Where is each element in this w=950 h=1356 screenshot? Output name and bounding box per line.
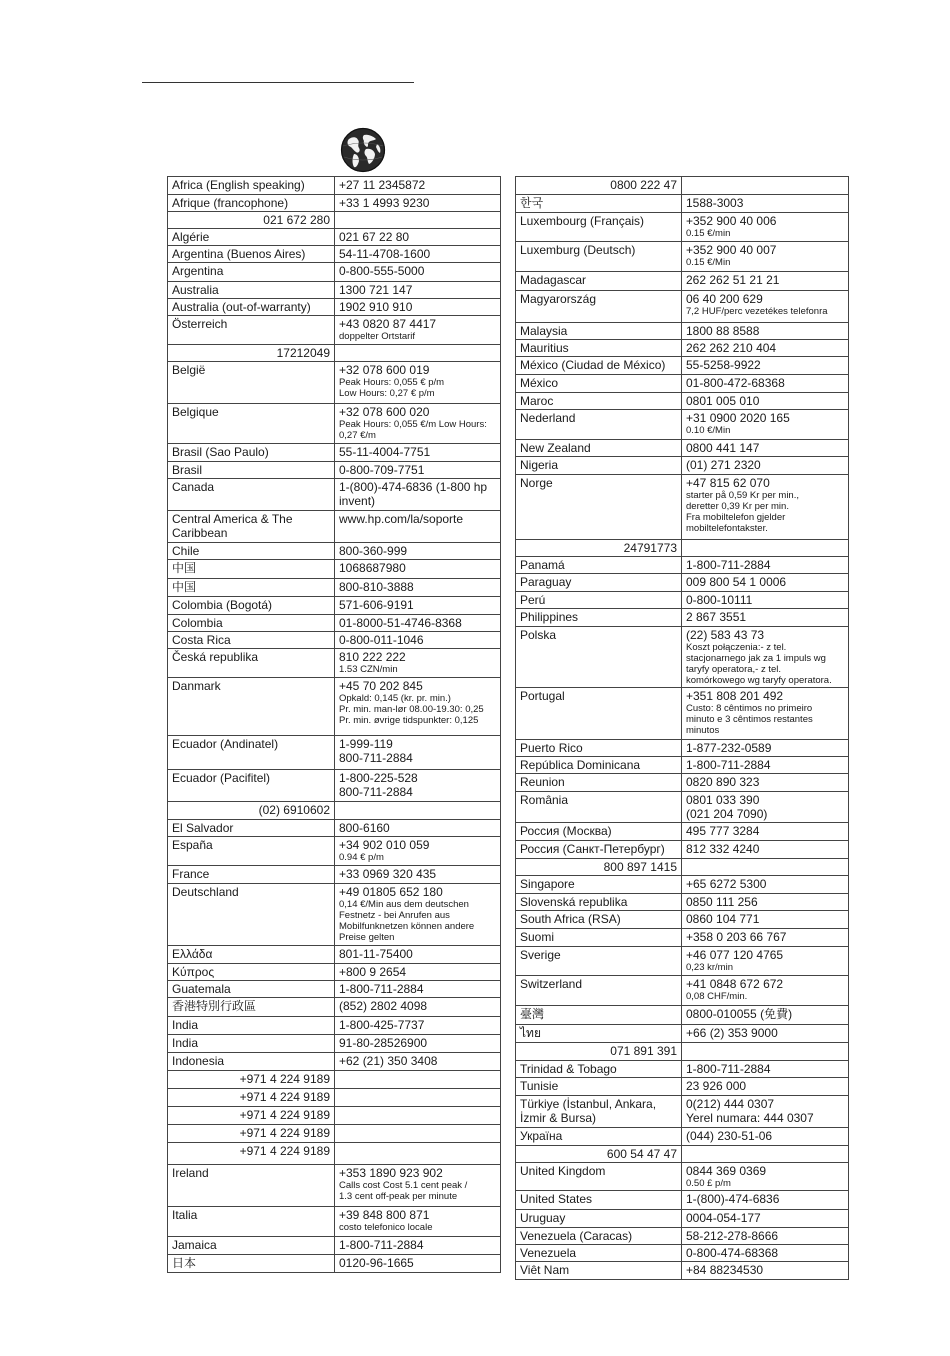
phone-cell: 800-6160 xyxy=(335,820,501,837)
table-row xyxy=(516,177,849,195)
country-cell: Brasil xyxy=(168,462,335,479)
globe-icon xyxy=(340,127,386,173)
country-cell: Ecuador (Pacifitel) xyxy=(168,770,335,802)
table-row xyxy=(168,615,501,632)
phone-cell: +27 11 2345872 xyxy=(335,177,501,195)
phone-cell: 1-800-711-2884 xyxy=(682,1061,849,1078)
phone-cell: 0860 104 771 xyxy=(682,911,849,929)
table-row xyxy=(168,195,501,212)
table-row xyxy=(516,894,849,911)
phone-cell: 262 262 51 21 21 xyxy=(682,272,849,291)
country-cell: Luxemburg (Deutsch) xyxy=(516,242,682,272)
phone-cell: 1-877-232-0589 xyxy=(682,740,849,757)
empty-cell xyxy=(335,1071,501,1089)
country-cell: Polska xyxy=(516,627,682,688)
table-row xyxy=(168,560,501,579)
table-row xyxy=(516,393,849,410)
country-cell: Türkiye (İstanbul, Ankara, İzmir & Bursa) xyxy=(516,1096,682,1128)
country-cell: Viêt Nam xyxy=(516,1262,682,1280)
phone-cell: 1-(800)-474-6836 (1-800 hp invent) xyxy=(335,479,501,511)
table-row xyxy=(168,511,501,543)
table-row xyxy=(516,1146,849,1163)
table-row xyxy=(168,998,501,1017)
phone-cell: 0(212) 444 0307 Yerel numara: 444 0307 xyxy=(682,1096,849,1128)
phone-cell: 0844 369 0369 0.50 £ p/m xyxy=(682,1163,849,1191)
country-cell: Danmark xyxy=(168,678,335,736)
empty-cell xyxy=(682,1043,849,1061)
country-cell: Magyarország xyxy=(516,291,682,323)
table-row xyxy=(168,316,501,345)
country-cell: Uruguay xyxy=(516,1210,682,1228)
phone-cell: (01) 271 2320 xyxy=(682,457,849,475)
phone-cell: +47 815 62 070 starter på 0,59 Kr per min., deretter 0,39 Kr per min. Fra mobiltelefon gjelder mobiltelefontakster. xyxy=(682,475,849,540)
country-cell: Sverige xyxy=(516,947,682,976)
table-row xyxy=(516,823,849,841)
country-cell: Ireland xyxy=(168,1165,335,1207)
phone-cell: 1300 721 147 xyxy=(335,282,501,299)
phone-cell: +351 808 201 492 Custo: 8 cêntimos no primeiro minuto e 3 cêntimos restantes minutos xyxy=(682,688,849,740)
country-cell: Suomi xyxy=(516,929,682,947)
table-row xyxy=(516,1128,849,1146)
table-row xyxy=(516,1006,849,1025)
country-cell: Brasil (Sao Paulo) xyxy=(168,444,335,462)
phone-cell: +39 848 800 871 costo telefonico locale xyxy=(335,1207,501,1237)
table-row xyxy=(516,876,849,894)
country-cell: Ελλάδα xyxy=(168,946,335,964)
country-cell: Tunisie xyxy=(516,1078,682,1096)
empty-cell xyxy=(335,802,501,820)
country-cell: United Kingdom xyxy=(516,1163,682,1191)
country-cell: Κύπρος xyxy=(168,964,335,981)
country-cell: New Zealand xyxy=(516,440,682,457)
table-row xyxy=(168,1035,501,1053)
country-cell: Singapore xyxy=(516,876,682,894)
table-row xyxy=(168,837,501,866)
table-row xyxy=(516,627,849,688)
shared-number-cell: (02) 6910602 xyxy=(168,802,335,820)
table-row xyxy=(168,404,501,444)
phone-cell: 0004-054-177 xyxy=(682,1210,849,1228)
phone-cell: 800-360-999 xyxy=(335,543,501,560)
table-row xyxy=(168,299,501,316)
phone-cell: 021 67 22 80 xyxy=(335,229,501,246)
phone-cell: +32 078 600 020 Peak Hours: 0,055 €/m Low Hours: 0,27 €/m xyxy=(335,404,501,444)
phone-cell: 1-800-225-528 800-711-2884 xyxy=(335,770,501,802)
country-cell: Puerto Rico xyxy=(516,740,682,757)
country-cell: Österreich xyxy=(168,316,335,345)
phone-cell: 0820 890 323 xyxy=(682,774,849,792)
table-row xyxy=(168,1143,501,1165)
country-cell: Panamá xyxy=(516,557,682,574)
table-row xyxy=(168,820,501,837)
phone-cell: 54-11-4708-1600 xyxy=(335,246,501,263)
table-row xyxy=(516,1228,849,1245)
table-row xyxy=(516,859,849,876)
empty-cell xyxy=(335,1107,501,1125)
country-cell: Reunion xyxy=(516,774,682,792)
phone-cell: +43 0820 87 4417 doppelter Ortstarif xyxy=(335,316,501,345)
table-row xyxy=(168,229,501,246)
country-cell: ไทย xyxy=(516,1025,682,1043)
country-cell: United States xyxy=(516,1191,682,1210)
phone-cell: +62 (21) 350 3408 xyxy=(335,1053,501,1071)
table-row xyxy=(516,1163,849,1191)
country-cell: Guatemala xyxy=(168,981,335,998)
phone-cell: 1-800-711-2884 xyxy=(335,1237,501,1255)
country-cell: Nigeria xyxy=(516,457,682,475)
shared-number-cell: +971 4 224 9189 xyxy=(168,1125,335,1143)
phone-cell: 810 222 222 1.53 CZN/min xyxy=(335,649,501,678)
phone-cell: www.hp.com/la/soporte xyxy=(335,511,501,543)
country-cell: 中国 xyxy=(168,560,335,579)
country-cell: India xyxy=(168,1035,335,1053)
empty-cell xyxy=(335,212,501,229)
country-cell: Maroc xyxy=(516,393,682,410)
table-row xyxy=(168,597,501,615)
table-row xyxy=(168,981,501,998)
phone-cell: 262 262 210 404 xyxy=(682,340,849,357)
phone-cell: 1-800-425-7737 xyxy=(335,1017,501,1035)
country-cell: Algérie xyxy=(168,229,335,246)
country-cell: Jamaica xyxy=(168,1237,335,1255)
phone-cell: 0-800-10111 xyxy=(682,592,849,609)
table-row xyxy=(516,375,849,393)
phone-cell: 0-800-474-68368 xyxy=(682,1245,849,1262)
phone-cell: +32 078 600 019 Peak Hours: 0,055 € p/m Low Hours: 0,27 € p/m xyxy=(335,362,501,404)
country-cell: Nederland xyxy=(516,410,682,440)
country-cell: Mauritius xyxy=(516,340,682,357)
country-cell: España xyxy=(168,837,335,866)
country-cell: Colombia xyxy=(168,615,335,632)
phone-cell: +358 0 203 66 767 xyxy=(682,929,849,947)
table-row xyxy=(516,1078,849,1096)
phone-cell: 1-800-711-2884 xyxy=(682,557,849,574)
country-cell: Madagascar xyxy=(516,272,682,291)
empty-cell xyxy=(335,1125,501,1143)
table-row xyxy=(168,177,501,195)
country-cell: Indonesia xyxy=(168,1053,335,1071)
table-row xyxy=(516,688,849,740)
country-cell: Argentina xyxy=(168,263,335,282)
phone-cell: +33 0969 320 435 xyxy=(335,866,501,884)
table-row xyxy=(516,911,849,929)
country-cell: 日本 xyxy=(168,1255,335,1273)
table-row xyxy=(516,757,849,774)
phone-cell: +41 0848 672 672 0,08 CHF/min. xyxy=(682,976,849,1006)
country-cell: Trinidad & Tobago xyxy=(516,1061,682,1078)
table-row xyxy=(168,736,501,770)
table-row xyxy=(168,263,501,282)
country-cell: México xyxy=(516,375,682,393)
table-row xyxy=(516,792,849,823)
phone-cell: 0800-010055 (免費) xyxy=(682,1006,849,1025)
table-row xyxy=(168,1107,501,1125)
shared-number-cell: +971 4 224 9189 xyxy=(168,1107,335,1125)
country-cell: 中国 xyxy=(168,579,335,597)
phone-cell: +800 9 2654 xyxy=(335,964,501,981)
country-cell: Deutschland xyxy=(168,884,335,946)
table-row xyxy=(168,649,501,678)
country-cell: 香港特別行政區 xyxy=(168,998,335,1017)
phone-cell: 0800 441 147 xyxy=(682,440,849,457)
country-cell: Malaysia xyxy=(516,323,682,340)
table-row xyxy=(168,1207,501,1237)
table-row xyxy=(168,946,501,964)
table-row xyxy=(516,1262,849,1280)
table-row xyxy=(168,1053,501,1071)
phone-cell: 1588-3003 xyxy=(682,195,849,213)
country-cell: Africa (English speaking) xyxy=(168,177,335,195)
phone-cell: +33 1 4993 9230 xyxy=(335,195,501,212)
table-row xyxy=(168,345,501,362)
phone-cell: +84 88234530 xyxy=(682,1262,849,1280)
country-cell: El Salvador xyxy=(168,820,335,837)
phone-cell: 06 40 200 629 7,2 HUF/perc vezetékes telefonra xyxy=(682,291,849,323)
table-row xyxy=(168,770,501,802)
phone-cell: 01-800-472-68368 xyxy=(682,375,849,393)
table-row xyxy=(516,272,849,291)
header-rule xyxy=(142,82,414,83)
table-row xyxy=(516,242,849,272)
table-row xyxy=(516,323,849,340)
table-row xyxy=(168,362,501,404)
phone-cell: 0-800-709-7751 xyxy=(335,462,501,479)
shared-number-cell: 17212049 xyxy=(168,345,335,362)
country-cell: Slovenská republika xyxy=(516,894,682,911)
country-cell: België xyxy=(168,362,335,404)
country-cell: Perú xyxy=(516,592,682,609)
table-row xyxy=(516,557,849,574)
table-row xyxy=(516,574,849,592)
country-cell: Canada xyxy=(168,479,335,511)
phone-cell: +45 70 202 845 Opkald: 0,145 (kr. pr. min.) Pr. min. man-lør 08.00-19.30: 0,25 Pr. min. øvrige tidspunkter: 0,125 xyxy=(335,678,501,736)
table-row xyxy=(516,540,849,557)
phone-cell: +353 1890 923 902 Calls cost Cost 5.1 cent peak / 1.3 cent off-peak per minute xyxy=(335,1165,501,1207)
country-cell: Venezuela xyxy=(516,1245,682,1262)
empty-cell xyxy=(682,859,849,876)
table-row xyxy=(168,282,501,299)
country-cell: México (Ciudad de México) xyxy=(516,357,682,375)
phone-cell: 23 926 000 xyxy=(682,1078,849,1096)
table-row xyxy=(168,884,501,946)
shared-number-cell: 021 672 280 xyxy=(168,212,335,229)
phone-cell: 571-606-9191 xyxy=(335,597,501,615)
shared-number-cell: +971 4 224 9189 xyxy=(168,1089,335,1107)
phone-cell: (852) 2802 4098 xyxy=(335,998,501,1017)
phone-cell: 1-800-711-2884 xyxy=(335,981,501,998)
table-row xyxy=(168,462,501,479)
shared-number-cell: 800 897 1415 xyxy=(516,859,682,876)
phone-cell: 1800 88 8588 xyxy=(682,323,849,340)
phone-cell: 1068687980 xyxy=(335,560,501,579)
table-row xyxy=(516,929,849,947)
table-row xyxy=(516,457,849,475)
country-cell: Philippines xyxy=(516,609,682,627)
table-row xyxy=(168,543,501,560)
country-cell: Ecuador (Andinatel) xyxy=(168,736,335,770)
table-row xyxy=(516,1043,849,1061)
table-row xyxy=(516,1210,849,1228)
phone-cell: 800-810-3888 xyxy=(335,579,501,597)
country-cell: India xyxy=(168,1017,335,1035)
table-row xyxy=(168,212,501,229)
shared-number-cell: 071 891 391 xyxy=(516,1043,682,1061)
phone-cell: 1-800-711-2884 xyxy=(682,757,849,774)
table-row xyxy=(516,410,849,440)
phone-cell: 91-80-28526900 xyxy=(335,1035,501,1053)
shared-number-cell: +971 4 224 9189 xyxy=(168,1071,335,1089)
country-cell: Switzerland xyxy=(516,976,682,1006)
empty-cell xyxy=(335,345,501,362)
country-cell: Россия (Санкт-Петербург) xyxy=(516,841,682,859)
table-row xyxy=(516,340,849,357)
country-cell: Česká republika xyxy=(168,649,335,678)
country-cell: Chile xyxy=(168,543,335,560)
table-row xyxy=(516,841,849,859)
table-row xyxy=(168,1237,501,1255)
phone-cell: 58-212-278-8666 xyxy=(682,1228,849,1245)
table-row xyxy=(168,1017,501,1035)
phone-cell: 1-999-119 800-711-2884 xyxy=(335,736,501,770)
table-row xyxy=(516,740,849,757)
country-cell: Argentina (Buenos Aires) xyxy=(168,246,335,263)
phone-table-right xyxy=(515,176,849,1280)
table-row xyxy=(516,976,849,1006)
empty-cell xyxy=(682,177,849,195)
phone-cell: +49 01805 652 180 0,14 €/Min aus dem deutschen Festnetz - bei Anrufen aus Mobilfunknetzen können andere Preise gelten xyxy=(335,884,501,946)
phone-cell: +46 077 120 4765 0,23 kr/min xyxy=(682,947,849,976)
phone-cell: 2 867 3551 xyxy=(682,609,849,627)
table-row xyxy=(168,1165,501,1207)
phone-cell: 1902 910 910 xyxy=(335,299,501,316)
table-row xyxy=(168,246,501,263)
phone-cell: 55-5258-9922 xyxy=(682,357,849,375)
empty-cell xyxy=(335,1143,501,1165)
table-row xyxy=(168,632,501,649)
table-row xyxy=(168,1125,501,1143)
table-row xyxy=(516,947,849,976)
country-cell: Central America & The Caribbean xyxy=(168,511,335,543)
table-row xyxy=(168,1089,501,1107)
shared-number-cell: 24791773 xyxy=(516,540,682,557)
phone-cell: 0850 111 256 xyxy=(682,894,849,911)
phone-cell: 812 332 4240 xyxy=(682,841,849,859)
phone-cell: 0-800-011-1046 xyxy=(335,632,501,649)
table-row xyxy=(516,291,849,323)
shared-number-cell: +971 4 224 9189 xyxy=(168,1143,335,1165)
country-cell: Italia xyxy=(168,1207,335,1237)
country-cell: Australia xyxy=(168,282,335,299)
table-row xyxy=(516,357,849,375)
table-row xyxy=(516,592,849,609)
phone-cell: 0-800-555-5000 xyxy=(335,263,501,282)
table-row xyxy=(168,802,501,820)
country-cell: Venezuela (Caracas) xyxy=(516,1228,682,1245)
country-cell: France xyxy=(168,866,335,884)
country-cell: Australia (out-of-warranty) xyxy=(168,299,335,316)
empty-cell xyxy=(682,540,849,557)
table-row xyxy=(168,579,501,597)
phone-cell: +65 6272 5300 xyxy=(682,876,849,894)
table-row xyxy=(516,609,849,627)
shared-number-cell: 0800 222 47 xyxy=(516,177,682,195)
phone-cell: 009 800 54 1 0006 xyxy=(682,574,849,592)
table-row xyxy=(516,195,849,213)
phone-cell: 55-11-4004-7751 xyxy=(335,444,501,462)
country-cell: República Dominicana xyxy=(516,757,682,774)
phone-cell: +352 900 40 006 0.15 €/min xyxy=(682,213,849,242)
phone-cell: 01-8000-51-4746-8368 xyxy=(335,615,501,632)
phone-cell: 1-(800)-474-6836 xyxy=(682,1191,849,1210)
phone-cell: 0120-96-1665 xyxy=(335,1255,501,1273)
country-cell: Україна xyxy=(516,1128,682,1146)
country-cell: South Africa (RSA) xyxy=(516,911,682,929)
table-row xyxy=(516,475,849,540)
phone-cell: +34 902 010 059 0.94 € p/m xyxy=(335,837,501,866)
country-cell: Belgique xyxy=(168,404,335,444)
phone-table-left xyxy=(167,176,501,1273)
empty-cell xyxy=(335,1089,501,1107)
table-row xyxy=(516,1096,849,1128)
table-row xyxy=(516,1025,849,1043)
phone-cell: +352 900 40 007 0.15 €/Min xyxy=(682,242,849,272)
table-row xyxy=(516,1191,849,1210)
phone-cell: 801-11-75400 xyxy=(335,946,501,964)
phone-cell: 0801 033 390 (021 204 7090) xyxy=(682,792,849,823)
table-row xyxy=(516,1245,849,1262)
table-row xyxy=(516,440,849,457)
country-cell: România xyxy=(516,792,682,823)
phone-cell: 495 777 3284 xyxy=(682,823,849,841)
table-row xyxy=(168,1255,501,1273)
table-row xyxy=(168,1071,501,1089)
table-row xyxy=(516,774,849,792)
country-cell: Paraguay xyxy=(516,574,682,592)
country-cell: Россия (Москва) xyxy=(516,823,682,841)
table-row xyxy=(168,964,501,981)
table-row xyxy=(168,479,501,511)
table-row xyxy=(168,866,501,884)
country-cell: Costa Rica xyxy=(168,632,335,649)
country-cell: 한국 xyxy=(516,195,682,213)
phone-cell: +31 0900 2020 165 0.10 €/Min xyxy=(682,410,849,440)
shared-number-cell: 600 54 47 47 xyxy=(516,1146,682,1163)
phone-cell: (044) 230-51-06 xyxy=(682,1128,849,1146)
phone-cell: (22) 583 43 73 Koszt połączenia:- z tel. stacjonarnego jak za 1 impuls wg taryfy operatora,- z tel. komórkowego wg taryfy operatora. xyxy=(682,627,849,688)
empty-cell xyxy=(682,1146,849,1163)
table-row xyxy=(516,213,849,242)
country-cell: Afrique (francophone) xyxy=(168,195,335,212)
phone-cell: +66 (2) 353 9000 xyxy=(682,1025,849,1043)
table-row xyxy=(516,1061,849,1078)
country-cell: Portugal xyxy=(516,688,682,740)
table-row xyxy=(168,444,501,462)
country-cell: Luxembourg (Français) xyxy=(516,213,682,242)
country-cell: Colombia (Bogotá) xyxy=(168,597,335,615)
country-cell: 臺灣 xyxy=(516,1006,682,1025)
table-row xyxy=(168,678,501,736)
country-cell: Norge xyxy=(516,475,682,540)
phone-cell: 0801 005 010 xyxy=(682,393,849,410)
